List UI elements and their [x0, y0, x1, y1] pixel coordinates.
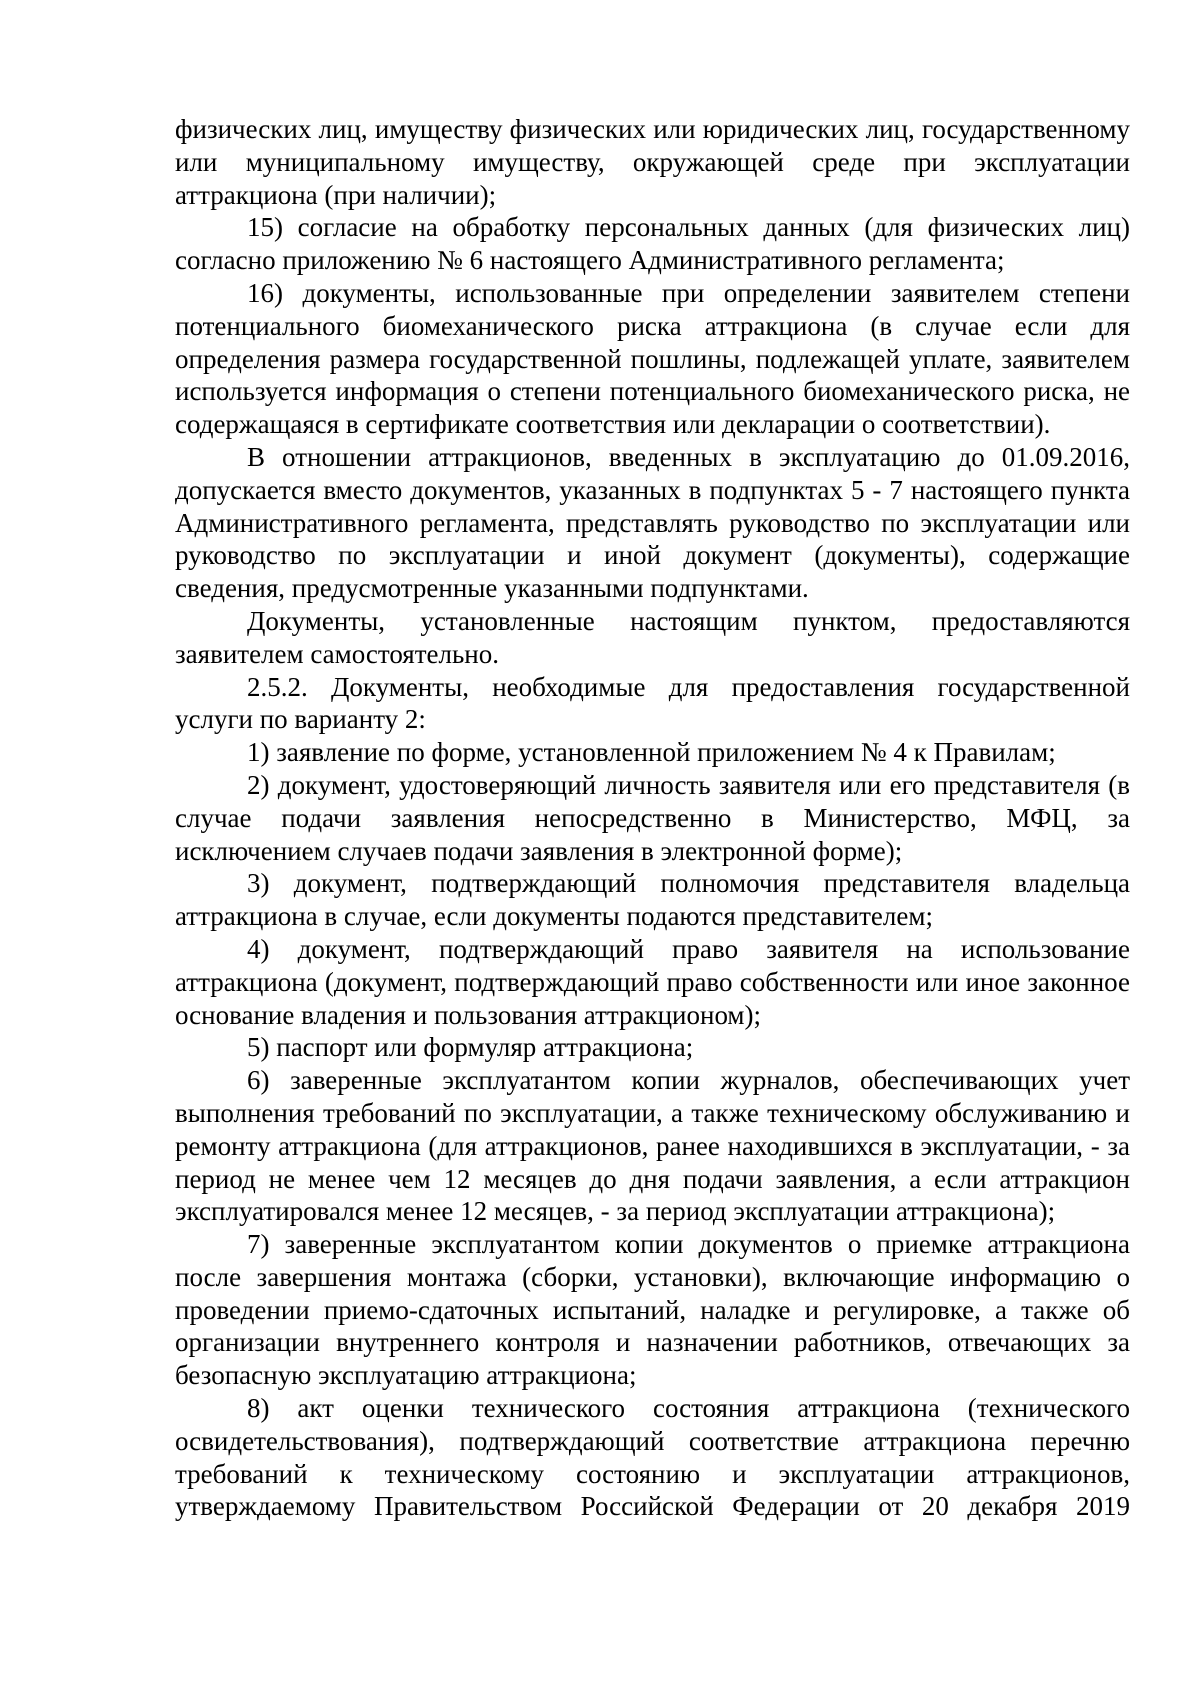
paragraph-attractions-before-2016: В отношении аттракционов, введенных в эксплуатацию до 01.09.2016, допускается вместо документов, указанных в подпунктах 5 - 7 настоящего пункта Административного регламента, представлять руководство по эксплуатации или руководство по эксплуатации и иной документ (документы), содержащие сведения, предусмотренные указанными подпунктами.	[175, 441, 1130, 604]
list-item-1: 1) заявление по форме, установленной приложением № 4 к Правилам;	[247, 737, 1056, 768]
list-item-2: 2) документ, удостоверяющий личность заявителя или его представителя (в случае подачи заявления непосредственно в Министерство, МФЦ, за исключением случаев подачи заявления в электронной форме);	[175, 769, 1130, 866]
list-item-5: 5) паспорт или формуляр аттракциона;	[247, 1032, 694, 1063]
document-body	[175, 113, 1130, 1523]
paragraph-continuation: физических лиц, имуществу физических или юридических лиц, государственному или муниципальному имуществу, окружающей среде при эксплуатации аттракциона (при наличии);	[175, 114, 1130, 210]
section-heading-2-5-2: 2.5.2. Документы, необходимые для предоставления государственной услуги по варианту 2:	[175, 671, 1130, 735]
list-item-4: 4) документ, подтверждающий право заявителя на использование аттракциона (документ, подтверждающий право собственности или иное законное основание владения и пользования аттракционом);	[175, 933, 1130, 1030]
paragraph-item-16: 16) документы, использованные при определении заявителем степени потенциального биомеханического риска аттракциона (в случае если для определения размера государственной пошлины, подлежащей уплате, заявителем используется информация о степени потенциального биомеханического риска, не содержащаяся в сертификате соответствия или декларации о соответствии).	[175, 277, 1130, 440]
paragraph-item-15: 15) согласие на обработку персональных данных (для физических лиц) согласно приложению № 6 настоящего Административного регламента;	[175, 212, 1130, 276]
list-item-7: 7) заверенные эксплуатантом копии документов о приемке аттракциона после завершения монтажа (сборки, установки), включающие информацию о проведении приемо-сдаточных испытаний, наладке и регулировке, а также об организации внутреннего контроля и назначении работников, отвечающих за безопасную эксплуатацию аттракциона;	[175, 1229, 1130, 1391]
list-item-6: 6) заверенные эксплуатантом копии журналов, обеспечивающих учет выполнения требований по эксплуатации, а также техническому обслуживанию и ремонту аттракциона (для аттракционов, ранее находившихся в эксплуатации, - за период не менее чем 12 месяцев до дня подачи заявления, а если аттракцион эксплуатировался менее 12 месяцев, - за период эксплуатации аттракциона);	[175, 1065, 1130, 1227]
list-item-8: 8) акт оценки технического состояния аттракциона (технического освидетельствования), подтверждающий соответствие аттракциона перечню требований к техническому состоянию и эксплуатации аттракционов, утверждаемому Правительством Российской Федерации от 20 декабря 2019	[175, 1393, 1130, 1522]
paragraph-documents-provided: Документы, установленные настоящим пунктом, предоставляются заявителем самостоятельно.	[175, 605, 1130, 669]
list-item-3: 3) документ, подтверждающий полномочия представителя владельца аттракциона в случае, если документы подаются представителем;	[175, 868, 1130, 932]
